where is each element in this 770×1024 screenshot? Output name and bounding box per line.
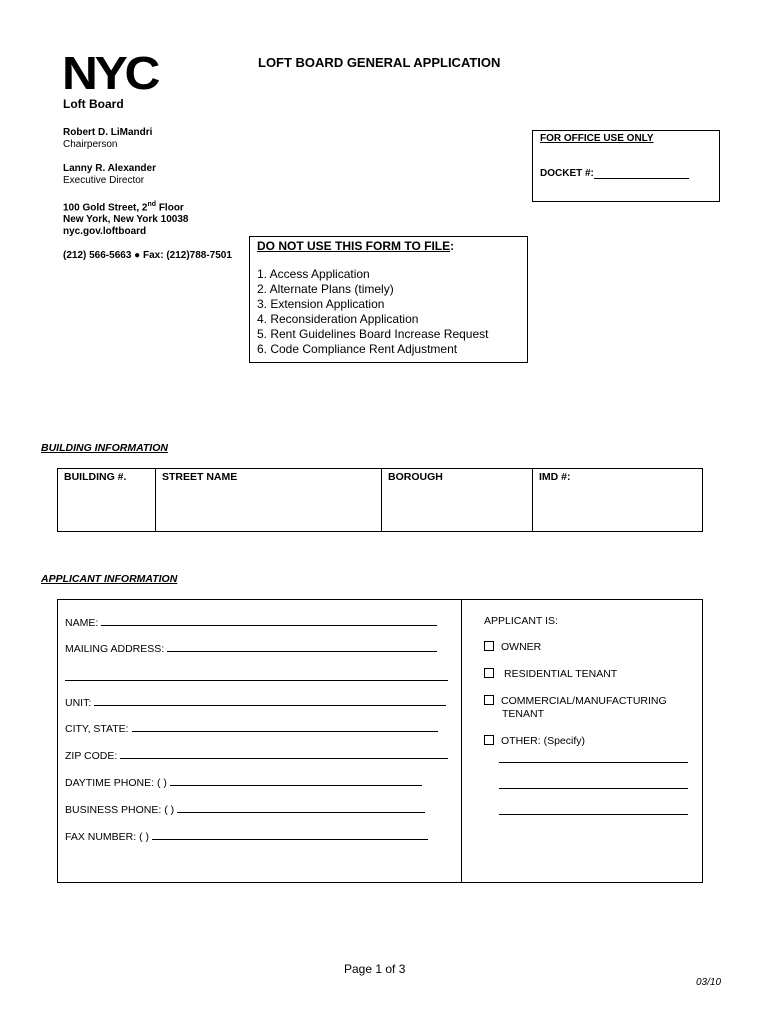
zip-code-field[interactable]: ZIP CODE: — [65, 748, 448, 762]
other-specify-line-2[interactable] — [499, 788, 688, 789]
building-number-cell[interactable]: BUILDING #. — [58, 469, 156, 532]
divider — [461, 600, 462, 882]
imd-number-cell[interactable]: IMD #: — [533, 469, 703, 532]
checkbox-icon[interactable] — [484, 695, 494, 705]
list-item: 4. Reconsideration Application — [257, 312, 419, 326]
list-item: 6. Code Compliance Rent Adjustment — [257, 342, 458, 356]
page-title: LOFT BOARD GENERAL APPLICATION — [258, 55, 501, 70]
page-number: Page 1 of 3 — [344, 962, 406, 976]
business-phone-field[interactable]: BUSINESS PHONE: ( ) — [65, 802, 425, 816]
checkbox-icon[interactable] — [484, 735, 494, 745]
other-specify-line-3[interactable] — [499, 814, 688, 815]
list-item: 1. Access Application — [257, 267, 370, 281]
do-not-use-list — [257, 267, 488, 357]
nyc-logo: NYC — [62, 47, 158, 99]
city-state-field[interactable]: CITY, STATE: — [65, 721, 438, 735]
daytime-phone-field[interactable]: DAYTIME PHONE: ( ) — [65, 775, 422, 789]
commercial-tenant-label-2: TENANT — [502, 708, 544, 720]
phone-fax: (212) 566-5663 ● Fax: (212)788-7501 — [63, 250, 232, 262]
office-use-box — [532, 130, 720, 202]
director-name: Lanny R. Alexander — [63, 163, 156, 174]
name-field[interactable]: NAME: — [65, 615, 437, 629]
borough-cell[interactable]: BOROUGH — [382, 469, 533, 532]
do-not-use-box — [249, 236, 528, 363]
unit-field[interactable]: UNIT: — [65, 695, 446, 709]
website: nyc.gov.loftboard — [63, 226, 147, 238]
list-item: 5. Rent Guidelines Board Increase Request — [257, 327, 489, 341]
logo-subtitle: Loft Board — [63, 97, 124, 111]
director-title: Executive Director — [63, 175, 145, 186]
mailing-address-line-2[interactable] — [65, 680, 448, 681]
docket-field[interactable]: DOCKET #: — [540, 168, 689, 179]
list-item: 3. Extension Application — [257, 297, 385, 311]
street-name-cell[interactable]: STREET NAME — [156, 469, 382, 532]
residential-tenant-checkbox[interactable]: RESIDENTIAL TENANT — [484, 668, 617, 680]
other-checkbox[interactable]: OTHER: (Specify) — [484, 735, 585, 747]
chair-title: Chairperson — [63, 139, 118, 150]
fax-number-field[interactable]: FAX NUMBER: ( ) — [65, 829, 428, 843]
owner-checkbox[interactable]: OWNER — [484, 641, 541, 653]
do-not-use-title: DO NOT USE THIS FORM TO FILE: — [257, 239, 455, 253]
building-info-table — [57, 468, 703, 532]
other-specify-line-1[interactable] — [499, 762, 688, 763]
address-line-1: 100 Gold Street, 2nd Floor — [63, 201, 184, 214]
building-info-heading: BUILDING INFORMATION — [41, 442, 168, 454]
mailing-address-field[interactable]: MAILING ADDRESS: — [65, 641, 437, 655]
applicant-is-label: APPLICANT IS: — [484, 615, 558, 627]
list-item: 2. Alternate Plans (timely) — [257, 282, 394, 296]
officials-block — [63, 127, 232, 262]
form-date: 03/10 — [696, 977, 722, 988]
applicant-info-box — [57, 599, 703, 883]
checkbox-icon[interactable] — [484, 641, 494, 651]
chair-name: Robert D. LiMandri — [63, 127, 153, 138]
checkbox-icon[interactable] — [484, 668, 494, 678]
office-use-title: FOR OFFICE USE ONLY — [540, 133, 654, 144]
commercial-tenant-checkbox[interactable]: COMMERCIAL/MANUFACTURING — [484, 695, 667, 707]
address-line-2: New York, New York 10038 — [63, 214, 189, 226]
applicant-info-heading: APPLICANT INFORMATION — [41, 573, 178, 585]
